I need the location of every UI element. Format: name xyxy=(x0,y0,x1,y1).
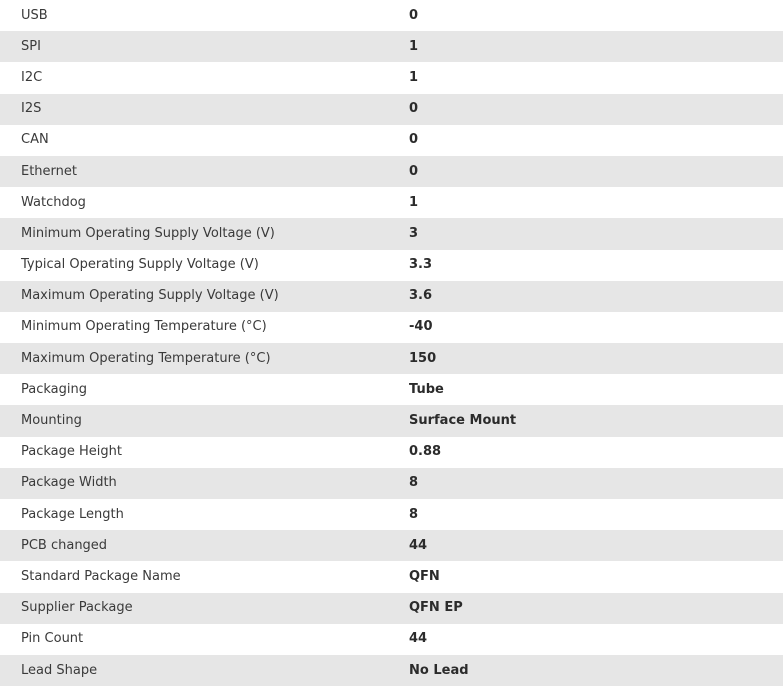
spec-value: 0 xyxy=(409,101,419,117)
spec-label: Lead Shape xyxy=(21,662,98,678)
spec-label: Standard Package Name xyxy=(21,568,181,584)
spec-label: I2C xyxy=(21,69,43,85)
table-row xyxy=(0,593,783,624)
table-row xyxy=(0,437,783,468)
spec-label: Package Width xyxy=(21,475,117,491)
spec-value: 1 xyxy=(409,194,419,210)
spec-value: 0 xyxy=(409,163,419,179)
table-row xyxy=(0,0,783,31)
table-row xyxy=(0,187,783,218)
spec-value: Tube xyxy=(409,381,444,397)
table-row xyxy=(0,561,783,592)
table-row xyxy=(0,94,783,125)
spec-label: Ethernet xyxy=(21,163,77,179)
spec-value: 8 xyxy=(409,475,419,491)
spec-value: QFN xyxy=(409,568,440,584)
spec-value: 3.3 xyxy=(409,257,433,273)
spec-value: 1 xyxy=(409,69,419,85)
table-row xyxy=(0,405,783,436)
spec-value: 3.6 xyxy=(409,288,433,304)
spec-value: No Lead xyxy=(409,662,469,678)
spec-value: QFN EP xyxy=(409,600,463,616)
spec-label: Minimum Operating Supply Voltage (V) xyxy=(21,225,275,241)
spec-value: 0 xyxy=(409,132,419,148)
spec-value: 44 xyxy=(409,537,428,553)
table-row xyxy=(0,62,783,93)
spec-label: Packaging xyxy=(21,381,87,397)
table-row xyxy=(0,218,783,249)
spec-label: Maximum Operating Supply Voltage (V) xyxy=(21,288,279,304)
table-row xyxy=(0,655,783,686)
spec-label: Mounting xyxy=(21,413,82,429)
spec-label: Pin Count xyxy=(21,631,84,647)
spec-value: 44 xyxy=(409,631,428,647)
spec-value: 0 xyxy=(409,7,419,23)
table-row xyxy=(0,468,783,499)
spec-label: PCB changed xyxy=(21,537,108,553)
spec-value: 8 xyxy=(409,506,419,522)
table-row xyxy=(0,530,783,561)
spec-label: Package Height xyxy=(21,444,122,460)
spec-label: I2S xyxy=(21,101,42,117)
spec-label: CAN xyxy=(21,132,49,148)
table-row xyxy=(0,374,783,405)
table-row xyxy=(0,624,783,655)
table-row xyxy=(0,250,783,281)
spec-label: Minimum Operating Temperature (°C) xyxy=(21,319,267,335)
spec-label: Maximum Operating Temperature (°C) xyxy=(21,350,271,366)
spec-value: -40 xyxy=(409,319,433,335)
spec-label: Supplier Package xyxy=(21,600,133,616)
table-row xyxy=(0,281,783,312)
spec-value: 150 xyxy=(409,350,437,366)
spec-label: Package Length xyxy=(21,506,124,522)
spec-label: Watchdog xyxy=(21,194,86,210)
spec-label: Typical Operating Supply Voltage (V) xyxy=(21,257,259,273)
table-row xyxy=(0,343,783,374)
spec-label: SPI xyxy=(21,38,41,54)
table-row xyxy=(0,499,783,530)
spec-value: Surface Mount xyxy=(409,413,517,429)
spec-value: 3 xyxy=(409,225,419,241)
spec-label: USB xyxy=(21,7,48,23)
spec-value: 0.88 xyxy=(409,444,442,460)
table-row xyxy=(0,156,783,187)
table-row xyxy=(0,31,783,62)
spec-value: 1 xyxy=(409,38,419,54)
table-row xyxy=(0,125,783,156)
table-row xyxy=(0,312,783,343)
